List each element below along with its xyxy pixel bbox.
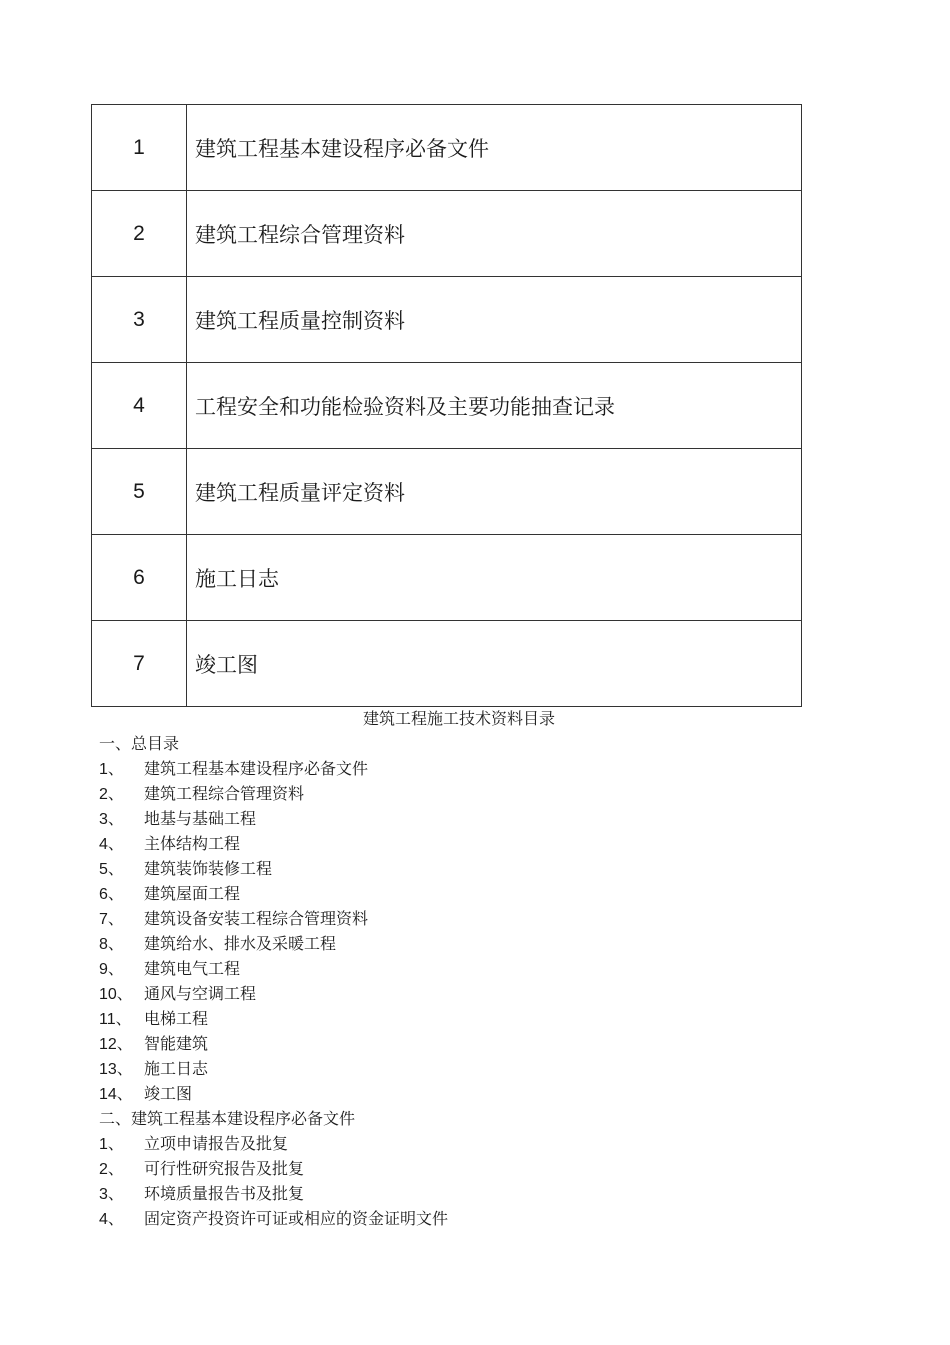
table-row xyxy=(92,449,802,535)
row-title: 建筑工程质量控制资料 xyxy=(187,277,802,363)
table-row xyxy=(92,105,802,191)
row-title: 建筑工程基本建设程序必备文件 xyxy=(187,105,802,191)
list-item xyxy=(99,881,859,906)
row-title: 建筑工程综合管理资料 xyxy=(187,191,802,277)
list-item xyxy=(99,1156,859,1181)
list-item xyxy=(99,1181,859,1206)
list-item xyxy=(99,931,859,956)
list-item-number: 5、 xyxy=(99,861,124,878)
list-item-text: 地基与基础工程 xyxy=(144,809,257,828)
list-item-text: 建筑屋面工程 xyxy=(144,884,241,903)
list-item-text: 可行性研究报告及批复 xyxy=(144,1159,305,1178)
list-item-text: 固定资产投资许可证或相应的资金证明文件 xyxy=(144,1209,449,1228)
list-item xyxy=(99,831,859,856)
list-item xyxy=(99,1056,859,1081)
row-title: 竣工图 xyxy=(187,621,802,707)
list-item xyxy=(99,1031,859,1056)
list-item-number: 8、 xyxy=(99,936,124,953)
list-item-text: 竣工图 xyxy=(144,1084,193,1103)
row-number: 7 xyxy=(92,621,187,707)
list-item-text: 立项申请报告及批复 xyxy=(144,1134,289,1153)
list-item-number: 2、 xyxy=(99,786,124,803)
list-item-text: 通风与空调工程 xyxy=(144,984,257,1003)
list-item-number: 13、 xyxy=(99,1061,133,1078)
list-item xyxy=(99,1081,859,1106)
list-item xyxy=(99,856,859,881)
row-title: 建筑工程质量评定资料 xyxy=(187,449,802,535)
list-item-text: 电梯工程 xyxy=(144,1009,209,1028)
table-row xyxy=(92,191,802,277)
row-number: 5 xyxy=(92,449,187,535)
list-item-number: 14、 xyxy=(99,1086,133,1103)
list-item-number: 1、 xyxy=(99,1136,124,1153)
section-title: 一、总目录 xyxy=(99,734,180,753)
list-item-number: 11、 xyxy=(99,1011,132,1028)
list-item-text: 环境质量报告书及批复 xyxy=(144,1184,305,1203)
table-row xyxy=(92,535,802,621)
list-item xyxy=(99,1206,859,1231)
toc-table xyxy=(91,104,802,707)
row-number: 3 xyxy=(92,277,187,363)
row-number: 2 xyxy=(92,191,187,277)
list-item-number: 4、 xyxy=(99,836,124,853)
list-item xyxy=(99,756,859,781)
list-item xyxy=(99,806,859,831)
list-item-text: 施工日志 xyxy=(144,1059,209,1078)
list-item xyxy=(99,781,859,806)
list-item-number: 3、 xyxy=(99,811,124,828)
row-number: 4 xyxy=(92,363,187,449)
row-title: 施工日志 xyxy=(187,535,802,621)
list-item xyxy=(99,1006,859,1031)
list-item-number: 6、 xyxy=(99,886,124,903)
list-item-number: 10、 xyxy=(99,986,133,1003)
toc-table-body xyxy=(92,105,802,707)
list-item-text: 建筑装饰装修工程 xyxy=(144,859,273,878)
list-item-text: 建筑给水、排水及采暖工程 xyxy=(144,934,337,953)
list-item-number: 1、 xyxy=(99,761,124,778)
list-item-text: 建筑设备安装工程综合管理资料 xyxy=(144,909,369,928)
list-item-text: 建筑电气工程 xyxy=(144,959,241,978)
document-heading: 建筑工程施工技术资料目录 xyxy=(362,709,555,728)
table-row xyxy=(92,363,802,449)
list-item-number: 7、 xyxy=(99,911,124,928)
list-item-number: 2、 xyxy=(99,1161,124,1178)
list-item-text: 智能建筑 xyxy=(144,1034,209,1053)
table-row xyxy=(92,277,802,363)
table-row xyxy=(92,621,802,707)
list-item xyxy=(99,956,859,981)
row-number: 6 xyxy=(92,535,187,621)
list-item xyxy=(99,981,859,1006)
list-item-number: 12、 xyxy=(99,1036,133,1053)
list-item-number: 4、 xyxy=(99,1211,124,1228)
list-item-text: 建筑工程基本建设程序必备文件 xyxy=(144,759,369,778)
section-title: 二、建筑工程基本建设程序必备文件 xyxy=(99,1109,356,1128)
list-item xyxy=(99,906,859,931)
list-item-text: 建筑工程综合管理资料 xyxy=(144,784,305,803)
row-number: 1 xyxy=(92,105,187,191)
document-body xyxy=(99,731,859,1231)
list-item-number: 3、 xyxy=(99,1186,124,1203)
list-item-text: 主体结构工程 xyxy=(144,834,241,853)
list-item xyxy=(99,1131,859,1156)
row-title: 工程安全和功能检验资料及主要功能抽查记录 xyxy=(187,363,802,449)
list-item-number: 9、 xyxy=(99,961,124,978)
